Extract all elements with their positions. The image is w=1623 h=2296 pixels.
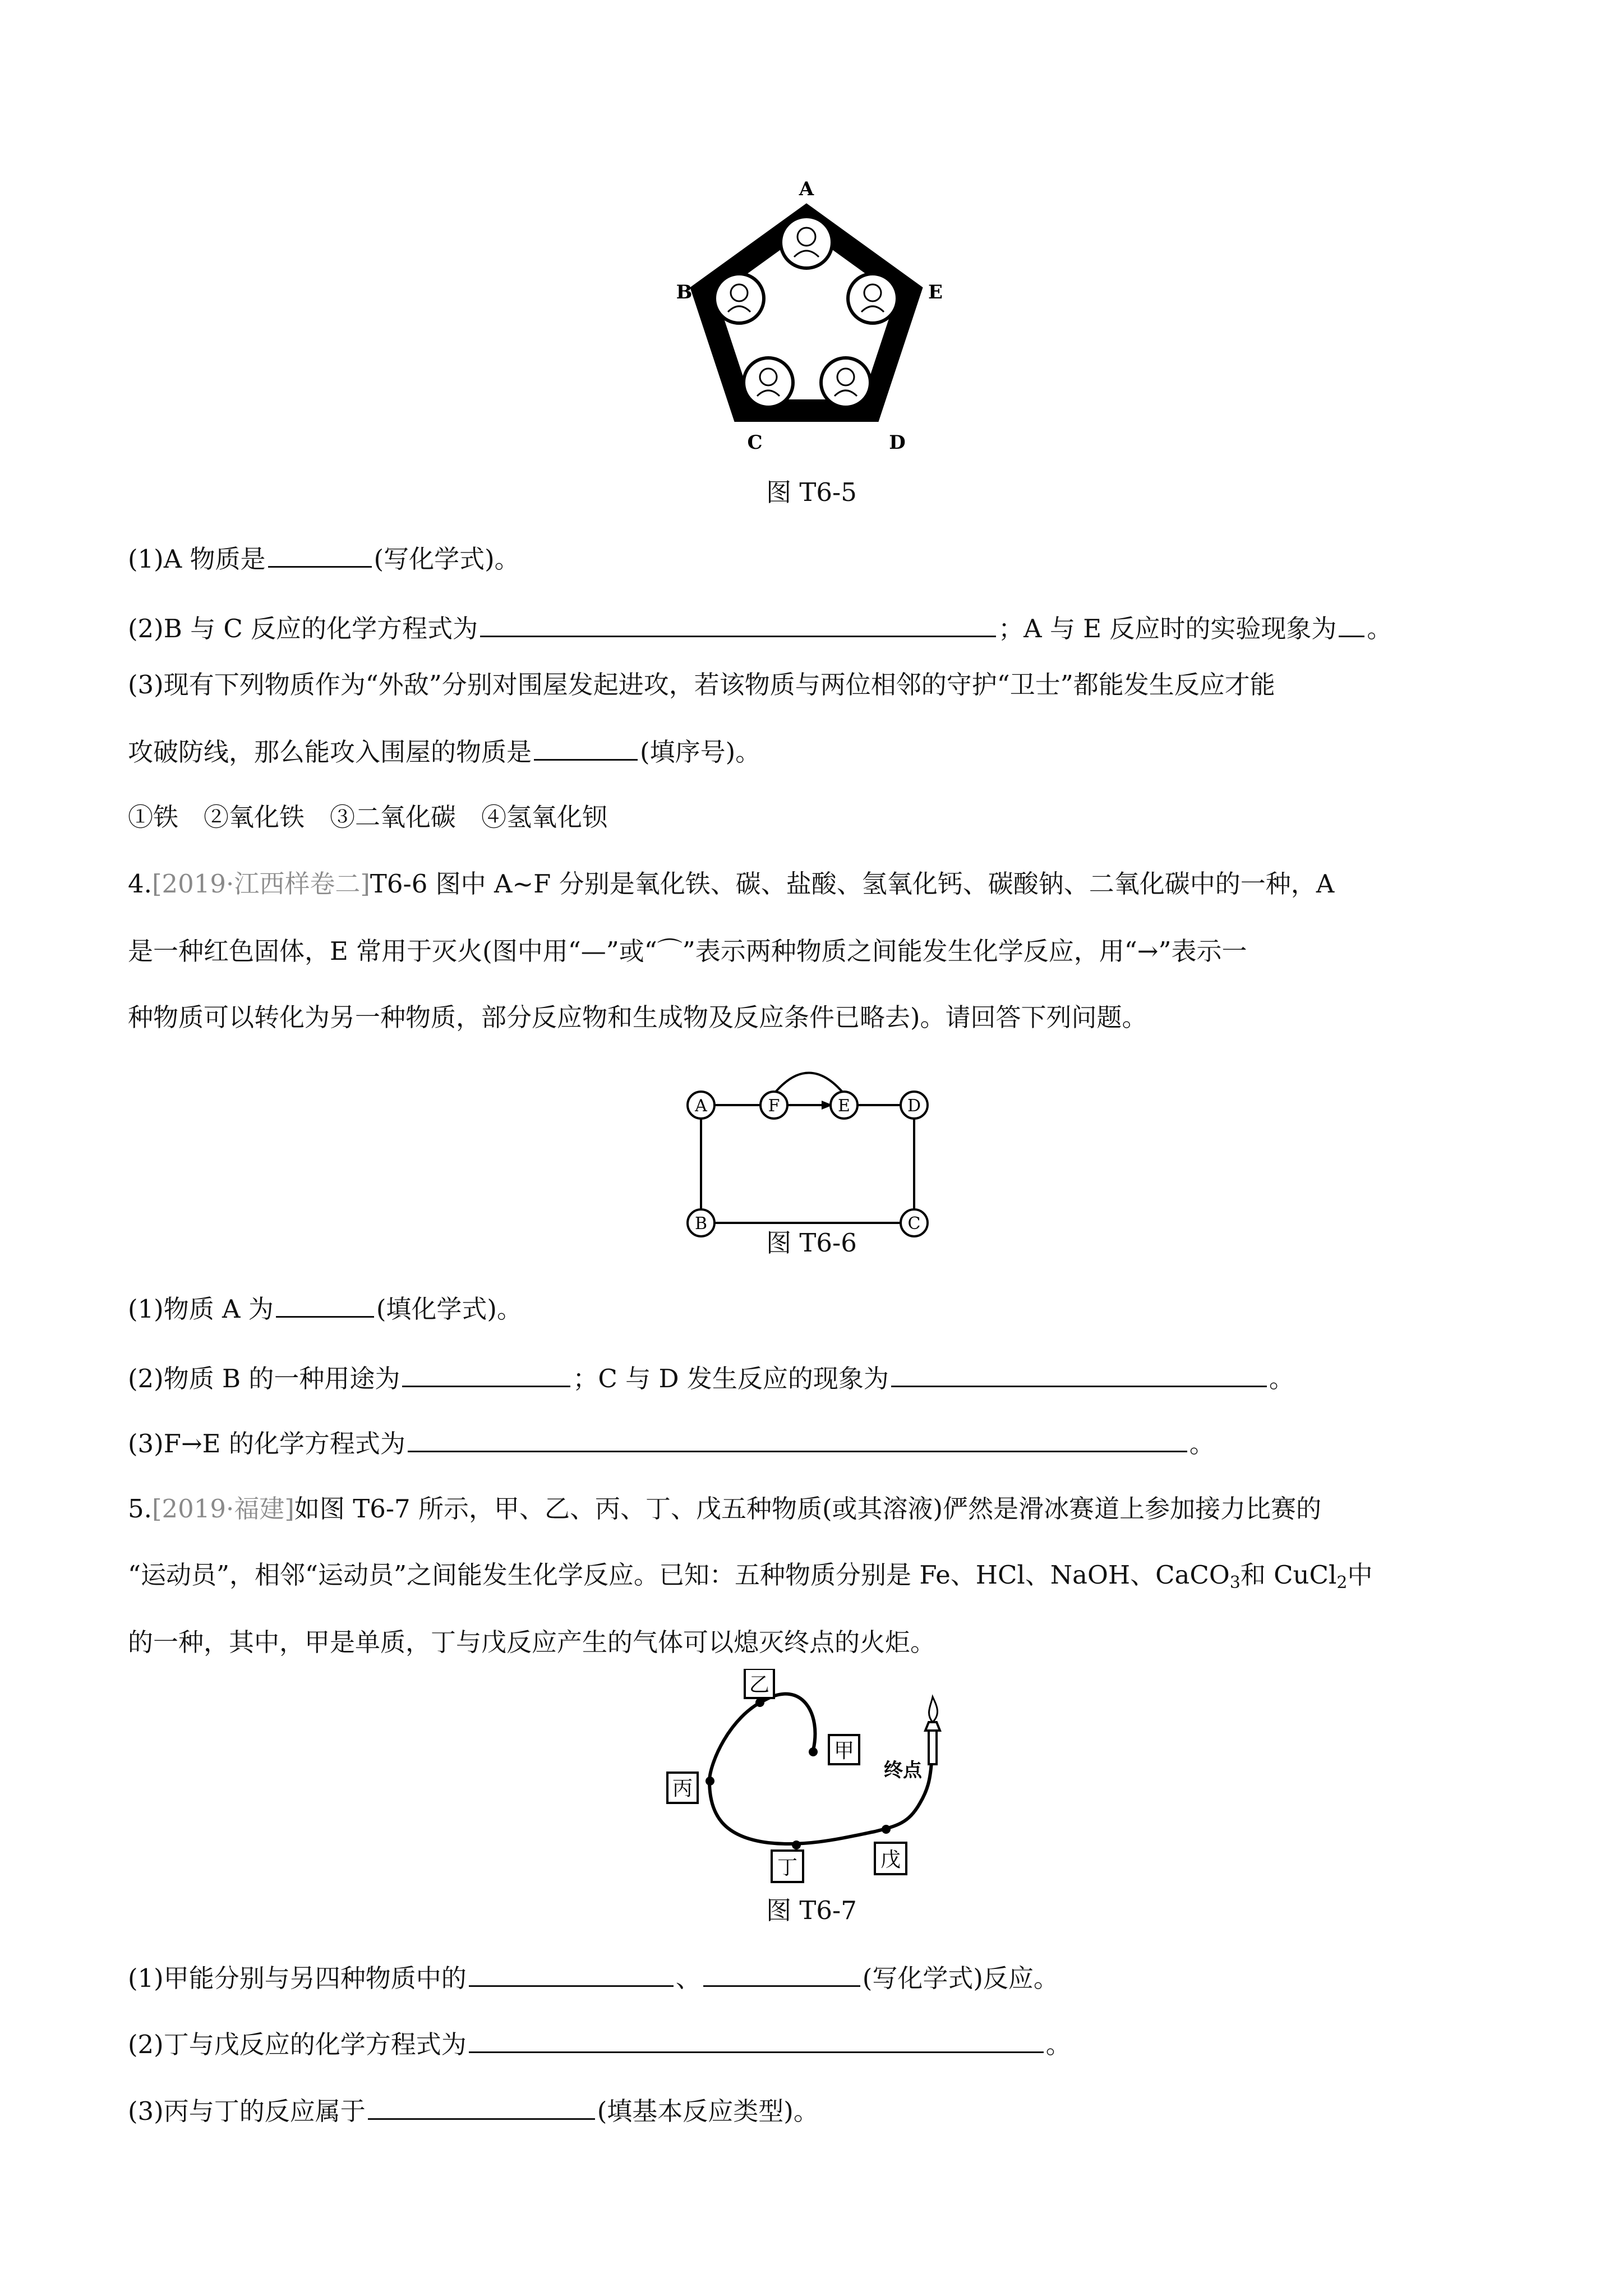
q3-part3-blank (534, 733, 638, 761)
q3-part3-line1: (3)现有下列物质作为“外敌”分别对围屋发起进攻，若该物质与两位相邻的守护“卫士”都能发生反应才能 (128, 670, 1275, 700)
q5-part3: (3)丙与丁的反应属于 (填基本反应类型)。 (128, 2092, 1502, 2128)
q4-part3-blank (408, 1425, 1187, 1452)
q4-stem-line3: 种物质可以转化为另一种物质，部分反应物和生成物及反应条件已略去)。请回答下列问题。 (128, 1002, 1147, 1032)
q5-part1: (1)甲能分别与另四种物质中的 、 (写化学式)反应。 (128, 1959, 1502, 1995)
svg-text:乙: 乙 (749, 1673, 770, 1696)
svg-text:戊: 戊 (880, 1848, 901, 1871)
guard-a-icon (781, 217, 832, 268)
q5-part2: (2)丁与戊反应的化学方程式为 。 (128, 2026, 1502, 2062)
q4-part2: (2)物质 B 的一种用途为 ；C 与 D 发生反应的现象为 。 (128, 1360, 1502, 1396)
q3-options: ①铁 ②氧化铁 ③二氧化碳 ④氢氧化钡 (128, 802, 608, 832)
q4-stem-line2: 是一种红色固体，E 常用于灭火(图中用“—”或“⌒”表示两种物质之间能发生化学反应，用“→”表示一 (128, 936, 1247, 966)
label-wu (875, 1843, 906, 1874)
q3-part1-blank (268, 540, 372, 568)
fig5-label-b: B (676, 281, 693, 303)
q5-part1-blank1 (469, 1959, 674, 1987)
q3-part2-blank1 (480, 610, 996, 637)
label-jia (829, 1735, 859, 1764)
fig5-label-c: C (747, 431, 763, 454)
node-a (688, 1092, 714, 1119)
svg-text:D: D (907, 1096, 921, 1116)
q4-part3: (3)F→E 的化学方程式为 。 (128, 1425, 1502, 1461)
svg-text:A: A (695, 1096, 707, 1116)
q4-stem-line1: 4.[2019·江西样卷二]T6-6 图中 A~F 分别是氧化铁、碳、盐酸、氢氧化钙、碳酸钠、二氧化碳中的一种，A (128, 869, 1335, 899)
wu-point (882, 1825, 891, 1834)
svg-text:丙: 丙 (672, 1777, 693, 1800)
q4-source: [2019·江西样卷二] (151, 869, 370, 899)
label-bing (667, 1773, 698, 1803)
q4-part1-blank (276, 1290, 374, 1318)
label-yi (745, 1669, 774, 1698)
torch-icon (925, 1697, 940, 1764)
svg-text:甲: 甲 (833, 1740, 855, 1763)
jia-point (809, 1747, 818, 1756)
q3-part1: (1)A 物质是 (写化学式)。 (128, 540, 1502, 576)
svg-text:C: C (907, 1214, 921, 1234)
node-d (901, 1092, 928, 1119)
fig5-label-a: A (799, 178, 814, 200)
label-end: 终点 (884, 1759, 922, 1782)
q3-part3-line2: 攻破防线，那么能攻入围屋的物质是 (填序号)。 (128, 733, 1502, 769)
guard-b-icon (714, 274, 764, 323)
svg-text:丁: 丁 (777, 1856, 798, 1879)
yi-point (755, 1698, 764, 1707)
q4-part1: (1)物质 A 为 (填化学式)。 (128, 1290, 1502, 1326)
node-f (760, 1092, 787, 1119)
q3-part2-blank2 (1339, 610, 1364, 637)
q5-part1-blank2 (703, 1959, 860, 1987)
svg-text:E: E (838, 1096, 850, 1116)
fig5-label-d: D (889, 431, 906, 454)
fig7-caption: 图 T6-7 (766, 1895, 857, 1925)
figure-t6-7 (662, 1669, 976, 1904)
figure-t6-6 (673, 1071, 965, 1251)
guard-c-icon (744, 358, 793, 407)
guard-e-icon (848, 274, 897, 323)
fig6-caption: 图 T6-6 (766, 1228, 857, 1258)
figure-t6-5 (662, 168, 965, 460)
q5-stem-line3: 的一种，其中，甲是单质，丁与戊反应产生的气体可以熄灭终点的火炬。 (128, 1627, 936, 1657)
node-e (831, 1092, 857, 1119)
guard-d-icon (821, 358, 870, 407)
label-ding (772, 1851, 803, 1882)
bing-point (706, 1777, 714, 1786)
svg-text:B: B (694, 1214, 708, 1234)
q4-part2-blank2 (891, 1360, 1267, 1387)
q5-stem-line1: 5.[2019·福建]如图 T6-7 所示，甲、乙、丙、丁、戊五种物质(或其溶液)俨然是滑冰赛道上参加接力比赛的 (128, 1494, 1322, 1524)
q5-part3-blank (368, 2092, 595, 2120)
svg-text:F: F (768, 1096, 780, 1116)
ding-point (792, 1841, 801, 1849)
q5-stem-line2: “运动员”，相邻“运动员”之间能发生化学反应。已知：五种物质分别是 Fe、HCl、NaOH、CaCO$_3$和 CuCl$_2$中 (128, 1560, 1373, 1593)
q4-part2-blank1 (402, 1360, 570, 1387)
f-e-arc (774, 1073, 844, 1094)
fig5-label-e: E (928, 281, 943, 303)
fig5-caption: 图 T6-5 (766, 477, 857, 507)
q5-source: [2019·福建] (151, 1494, 294, 1524)
q5-part2-blank (469, 2026, 1044, 2053)
q3-part2: (2)B 与 C 反应的化学方程式为 ；A 与 E 反应时的实验现象为 。 (128, 610, 1502, 646)
